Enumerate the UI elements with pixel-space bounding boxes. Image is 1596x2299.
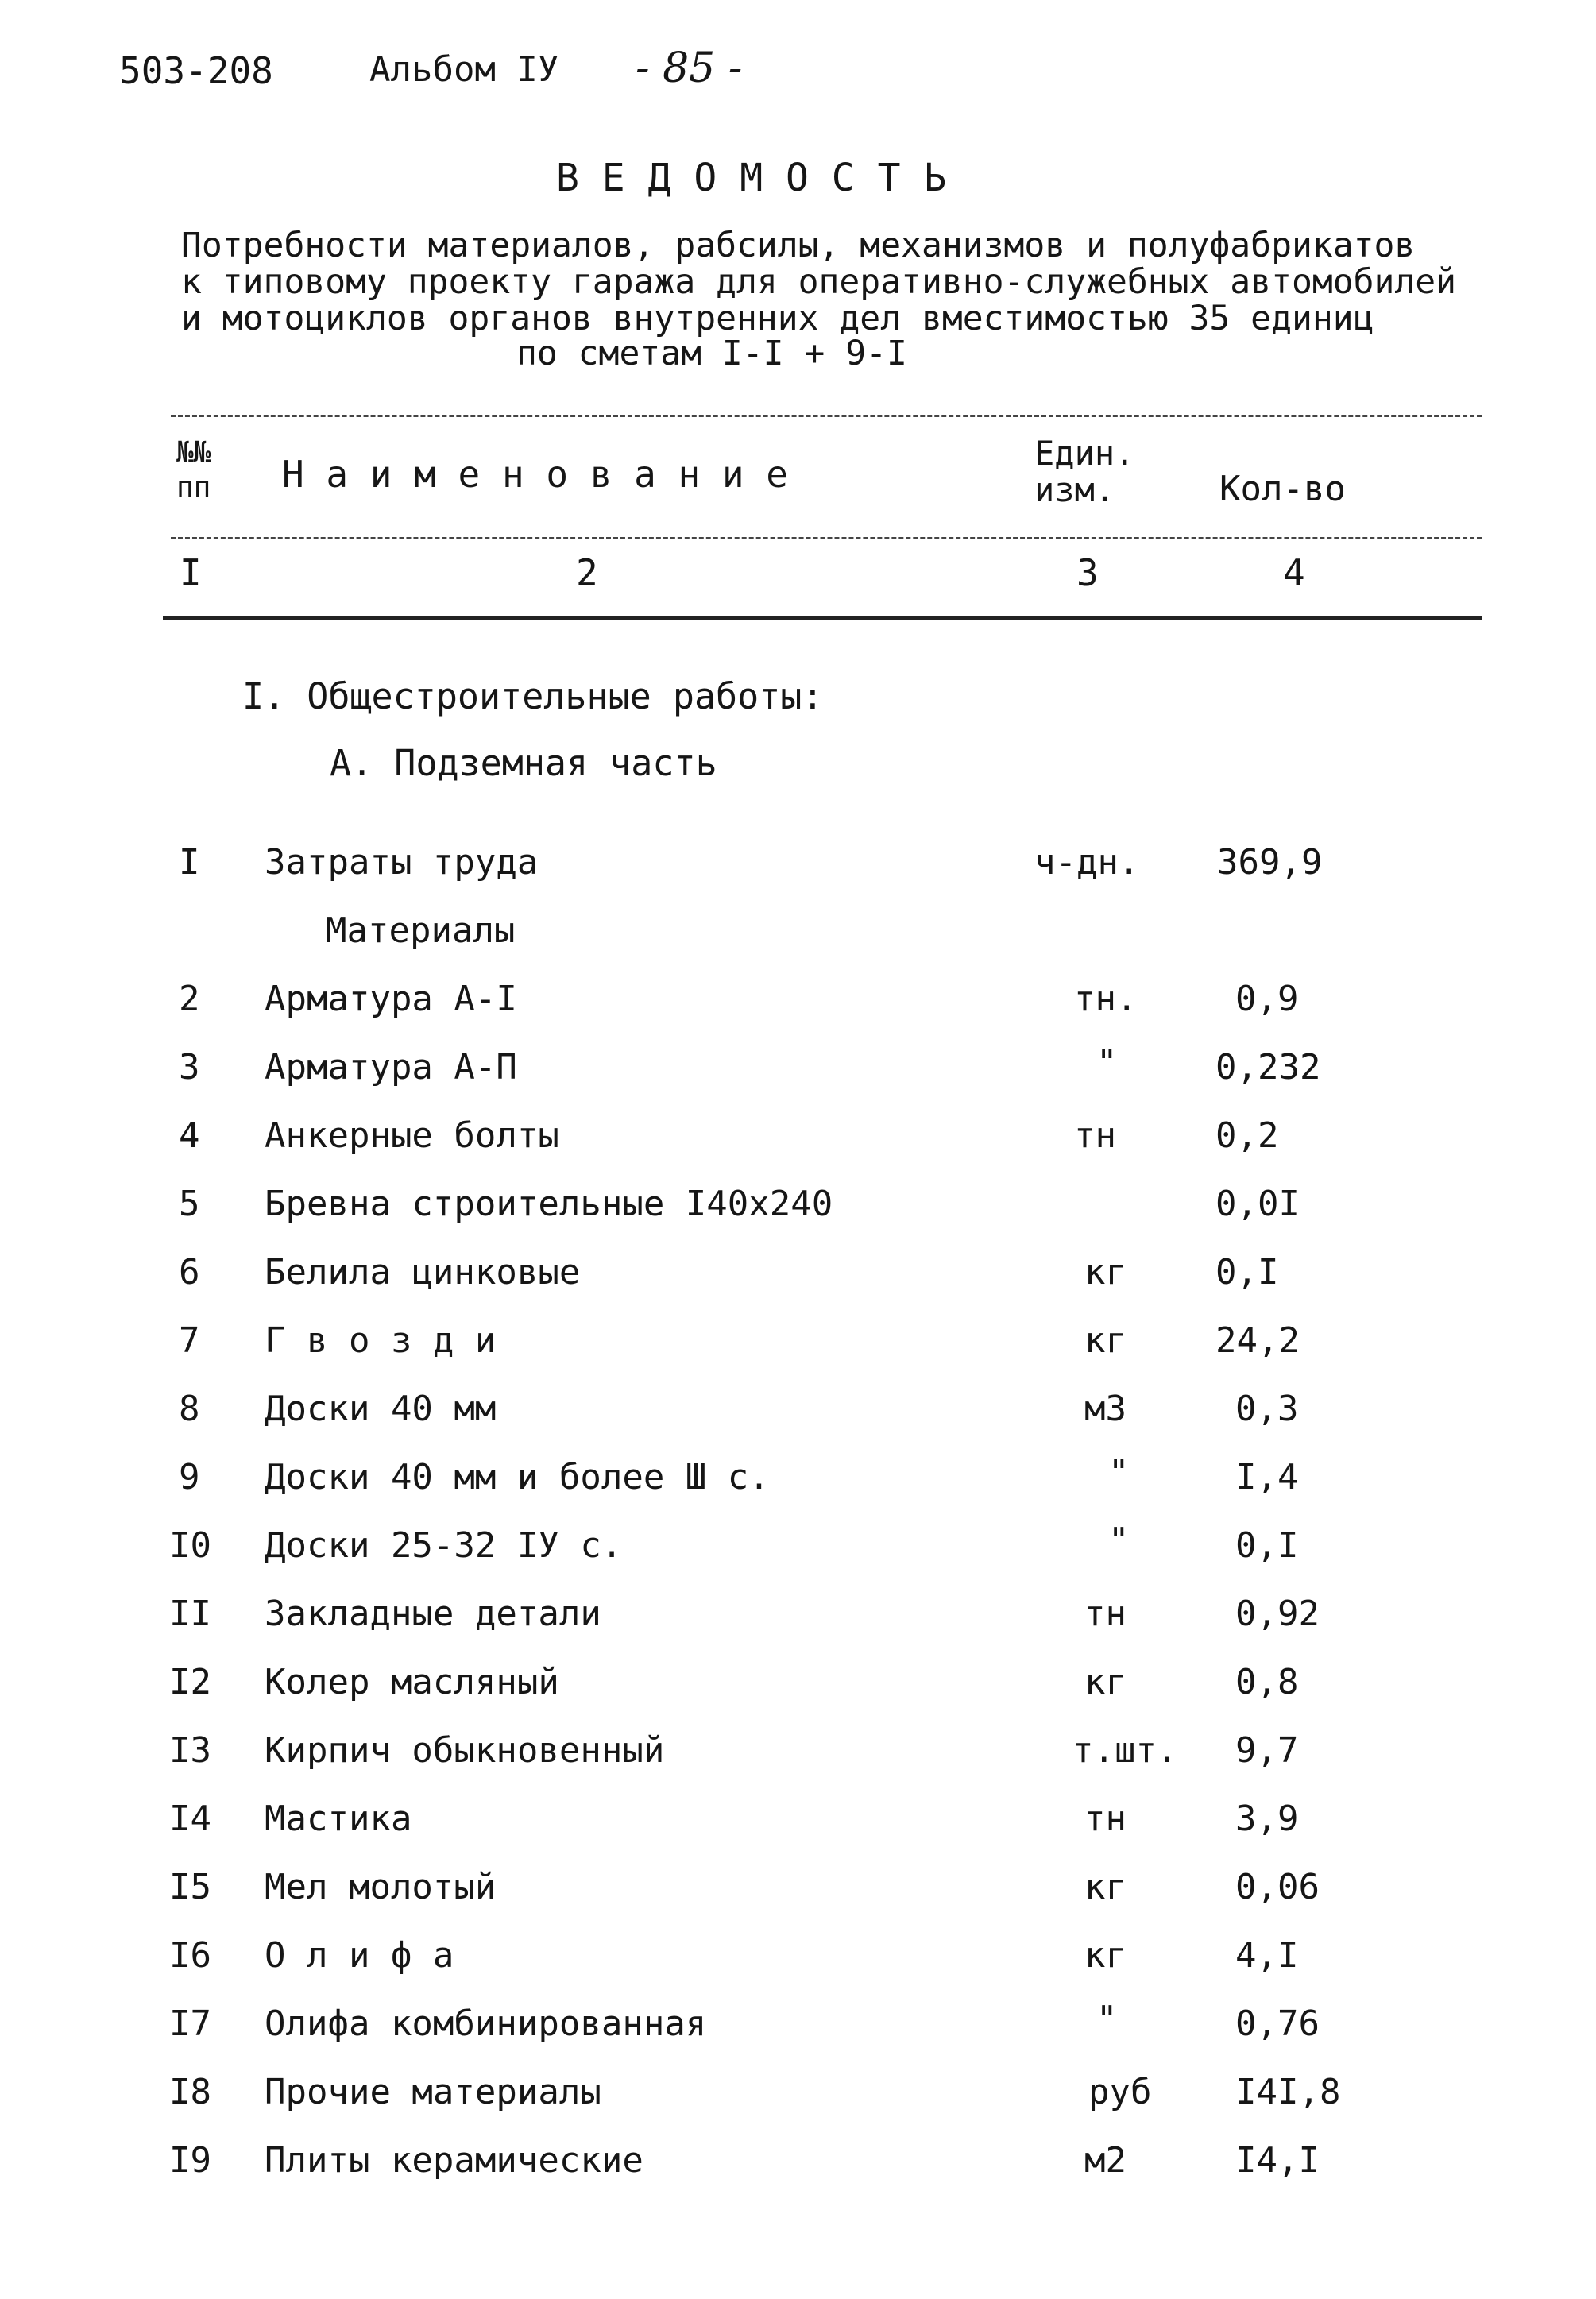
row-qty: 0,0I [1215,1184,1300,1224]
row-unit: кг [1084,1662,1126,1702]
row-name: Прочие материалы [265,2072,601,2112]
row-number: 4 [179,1115,200,1156]
row-unit: тн [1074,1115,1116,1156]
row-number: 6 [179,1252,200,1292]
row-number: I9 [169,2140,211,2181]
row-name: Кирпич обыкновенный [265,1730,665,1771]
header-col-name: Н а и м е н о в а н и е [282,453,788,496]
subtitle-line-2: к типовому проекту гаража для оперативно-служебных автомобилей [181,262,1457,302]
row-name: Белила цинковые [265,1252,581,1292]
row-unit: кг [1084,1320,1126,1361]
row-number: I8 [169,2072,211,2112]
row-unit: т.шт. [1072,1730,1178,1771]
row-name: Олифа комбинированная [265,2003,707,2044]
row-qty: 0,06 [1235,1867,1320,1907]
row-number: I2 [169,1662,211,1702]
row-number: I6 [169,1935,211,1976]
row-unit: ч-дн. [1034,842,1140,883]
row-number: 2 [179,979,200,1019]
row-qty: 9,7 [1235,1730,1299,1771]
row-qty: 0,8 [1235,1662,1299,1702]
row-number: 5 [179,1184,200,1224]
row-qty: 0,92 [1235,1594,1320,1634]
row-number: I0 [169,1525,211,1566]
document-title: В Е Д О М О С Т Ь [556,156,947,200]
subtitle-line-1: Потребности материалов, рабсилы, механизмов и полуфабрикатов [181,226,1416,265]
row-qty: 0,3 [1235,1389,1299,1429]
materials-subheading: Материалы [326,910,516,951]
header-mid-rule [171,537,1482,539]
row-number: I7 [169,2003,211,2044]
row-unit: тн. [1074,979,1138,1019]
row-number: 9 [179,1457,200,1497]
row-number: 8 [179,1389,200,1429]
row-name: Затраты труда [265,842,539,883]
row-number: I [179,842,200,883]
row-qty: 24,2 [1215,1320,1300,1361]
header-bottom-rule [163,616,1482,620]
section-heading: I. Общестроительные работы: [242,675,824,717]
row-qty: I4I,8 [1235,2072,1341,2112]
row-name: Плиты керамические [265,2140,643,2181]
header-col-unit: Един. изм. [1034,434,1135,509]
row-qty: 4,I [1235,1935,1299,1976]
row-unit: тн [1084,1594,1126,1634]
column-number-1: I [180,551,202,594]
row-name: Доски 25-32 IУ с. [265,1525,623,1566]
document-code: 503-208 [119,49,273,92]
page-number: - 85 - [636,44,743,92]
row-number: 3 [179,1047,200,1088]
row-name: Арматура А-П [265,1047,517,1088]
row-unit: " [1108,1520,1130,1561]
subtitle-line-4: по сметам I-I + 9-I [516,334,907,373]
row-number: 7 [179,1320,200,1361]
row-name: Закладные детали [265,1594,601,1634]
row-qty: 0,2 [1215,1115,1279,1156]
row-name: Доски 40 мм [265,1389,497,1429]
column-number-3: 3 [1076,551,1099,594]
row-name: Доски 40 мм и более Ш с. [265,1457,770,1497]
row-unit: руб [1088,2072,1152,2112]
subtitle-line-3: и мотоциклов органов внутренних дел вместимостью 35 единиц [181,299,1374,338]
row-unit: " [1096,1999,1118,2039]
column-number-2: 2 [576,551,598,594]
row-qty: 0,9 [1235,979,1299,1019]
table-top-rule [171,415,1482,417]
row-unit: м3 [1084,1389,1126,1429]
row-qty: 0,232 [1215,1047,1321,1088]
row-number: I4 [169,1799,211,1839]
subsection-heading: А. Подземная часть [330,742,717,784]
row-name: Анкерные болты [265,1115,559,1156]
row-name: Арматура А-I [265,979,517,1019]
row-qty: 369,9 [1217,842,1323,883]
row-unit: " [1108,1452,1130,1493]
album-label: Альбом IУ [369,49,559,90]
header-col-num: №№ пп [176,436,211,504]
row-number: I5 [169,1867,211,1907]
row-unit: м2 [1084,2140,1126,2181]
row-unit: " [1096,1042,1118,1083]
row-name: Г в о з д и [265,1320,497,1361]
row-unit: тн [1084,1799,1126,1839]
row-name: Бревна строительные I40х240 [265,1184,833,1224]
row-name: Мастика [265,1799,412,1839]
row-name: Мел молотый [265,1867,497,1907]
row-qty: 0,I [1235,1525,1299,1566]
row-qty: I,4 [1235,1457,1299,1497]
row-number: II [169,1594,211,1634]
row-unit: кг [1084,1867,1126,1907]
row-qty: 0,76 [1235,2003,1320,2044]
row-unit: кг [1084,1935,1126,1976]
row-qty: 0,I [1215,1252,1279,1292]
row-number: I3 [169,1730,211,1771]
row-unit: кг [1084,1252,1126,1292]
row-name: Колер масляный [265,1662,559,1702]
row-qty: 3,9 [1235,1799,1299,1839]
column-number-4: 4 [1283,551,1305,594]
header-col-qty: Кол-во [1219,469,1346,509]
row-qty: I4,I [1235,2140,1320,2181]
row-name: О л и ф а [265,1935,454,1976]
